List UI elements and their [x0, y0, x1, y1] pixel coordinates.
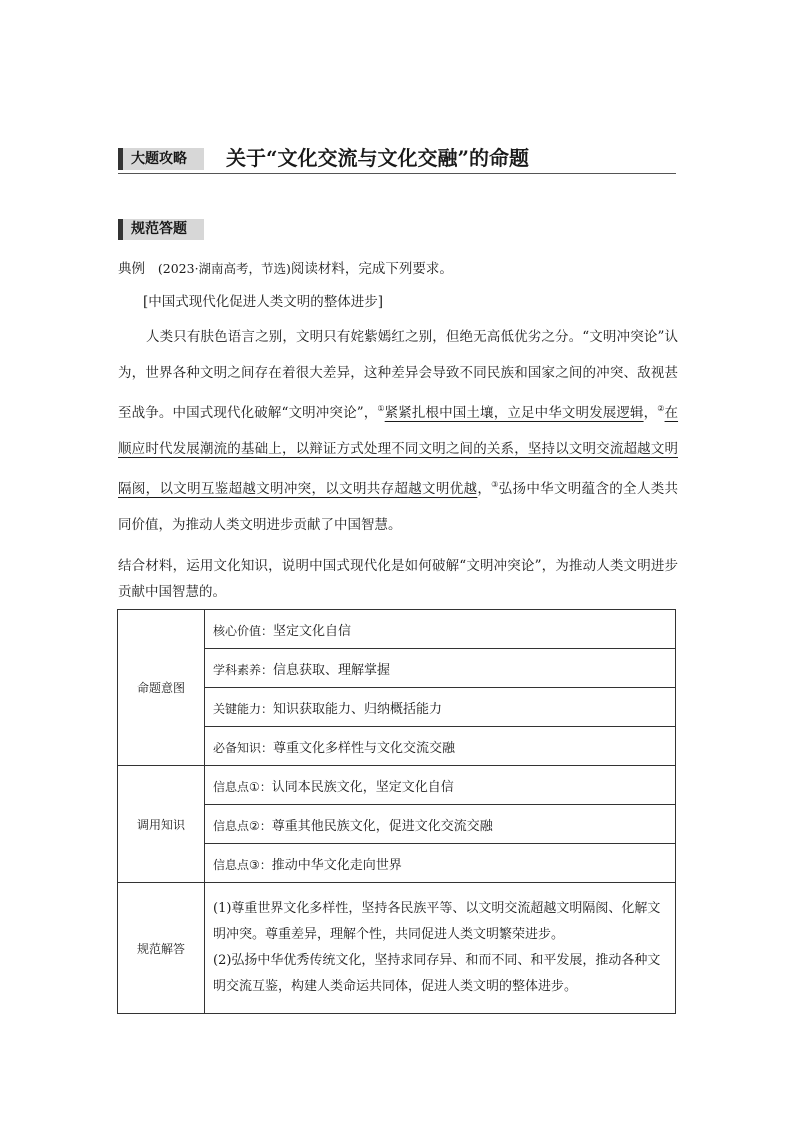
knowledge-value: 推动中华文化走向世界	[271, 857, 402, 873]
intent-key: 核心价值：	[213, 623, 274, 638]
question-text: 结合材料，运用文化知识，说明中国式现代化是如何破解“文明冲突论”，为推动人类文明进步贡献中国智慧的。	[118, 558, 678, 600]
knowledge-key: 信息点③：	[213, 857, 272, 872]
intent-value: 坚定文化自信	[273, 623, 352, 639]
intent-value: 尊重文化多样性与文化交流交融	[273, 740, 456, 756]
underlined-point-1: 紧紧扎根中国土壤，立足中华文明发展逻辑	[384, 405, 644, 421]
knowledge-cell	[205, 844, 676, 883]
answer-label: 规范解答	[118, 883, 205, 1014]
material-text-a: 人类只有肤色语言之别，文明只有姹紫嫣红之别，但绝无高低优劣之分。“文明冲突论”认为，世界各种文明之间存在着很大差异，这种差异会导致不同民族和国家之间的冲突、敌视甚至战争。中国式现代化破解“文明冲突论”，	[118, 329, 678, 421]
page-title: 关于“文化交流与文化交融”的命题	[226, 146, 530, 170]
example-label: 典例	[118, 261, 145, 277]
material-text-b: 弘扬中华文明蕴含的全人类共同价值，为推动人类文明进步贡献了中国智慧。	[118, 481, 679, 533]
underlined-point-2: 在顺应时代发展潮流的基础上，以辩证方式处理不同文明之间的关系，坚持以文明交流超越文明隔阂，以文明互鉴超越文明冲突，以文明共存超越文明优越	[118, 405, 679, 497]
knowledge-value: 尊重其他民族文化，促进文化交流交融	[271, 818, 493, 834]
example-intro	[118, 258, 453, 280]
knowledge-cell	[205, 805, 676, 844]
table-row	[118, 610, 676, 649]
example-source: (2023·湖南高考，节选)	[157, 261, 291, 276]
analysis-table	[117, 609, 676, 1014]
marker-3: ③	[491, 480, 499, 489]
material-topic: [中国式现代化促进人类文明的整体进步]	[143, 294, 384, 310]
material-paragraph	[118, 320, 678, 543]
answer-cell	[205, 883, 676, 1014]
intent-label: 命题意图	[118, 610, 205, 766]
example-instruction: 阅读材料，完成下列要求。	[290, 261, 453, 277]
knowledge-cell	[205, 766, 676, 805]
knowledge-label: 调用知识	[118, 766, 205, 883]
intent-cell	[205, 688, 676, 727]
marker-1: ①	[377, 404, 385, 413]
intent-cell	[205, 649, 676, 688]
separator-1: ，	[643, 405, 658, 421]
intent-key: 学科素养：	[213, 662, 274, 677]
intent-cell	[205, 727, 676, 766]
table-row	[118, 883, 676, 1014]
section-tag-answer: 规范答题	[118, 219, 204, 240]
intent-value: 知识获取能力、归纳概括能力	[273, 701, 443, 717]
answer-point-2: (2)弘扬中华优秀传统文化，坚持求同存异、和而不同、和平发展，推动各种文明交流互鉴，构建人类命运共同体，促进人类文明的整体进步。	[213, 953, 661, 994]
intent-cell	[205, 610, 676, 649]
intent-key: 关键能力：	[213, 701, 274, 716]
marker-2: ②	[657, 404, 665, 413]
intent-key: 必备知识：	[213, 740, 274, 755]
header-divider	[118, 173, 676, 174]
separator-2: ，	[477, 481, 492, 497]
section-tag-strategy: 大题攻略	[118, 148, 204, 170]
table-row	[118, 766, 676, 805]
knowledge-value: 认同本民族文化，坚定文化自信	[271, 779, 454, 795]
answer-point-1: (1)尊重世界文化多样性，坚持各民族平等、以文明交流超越文明隔阂、化解文明冲突。尊重差异，理解个性，共同促进人类文明繁荣进步。	[213, 901, 661, 942]
intent-value: 信息获取、理解掌握	[273, 662, 391, 678]
knowledge-key: 信息点①：	[213, 779, 272, 794]
knowledge-key: 信息点②：	[213, 818, 272, 833]
